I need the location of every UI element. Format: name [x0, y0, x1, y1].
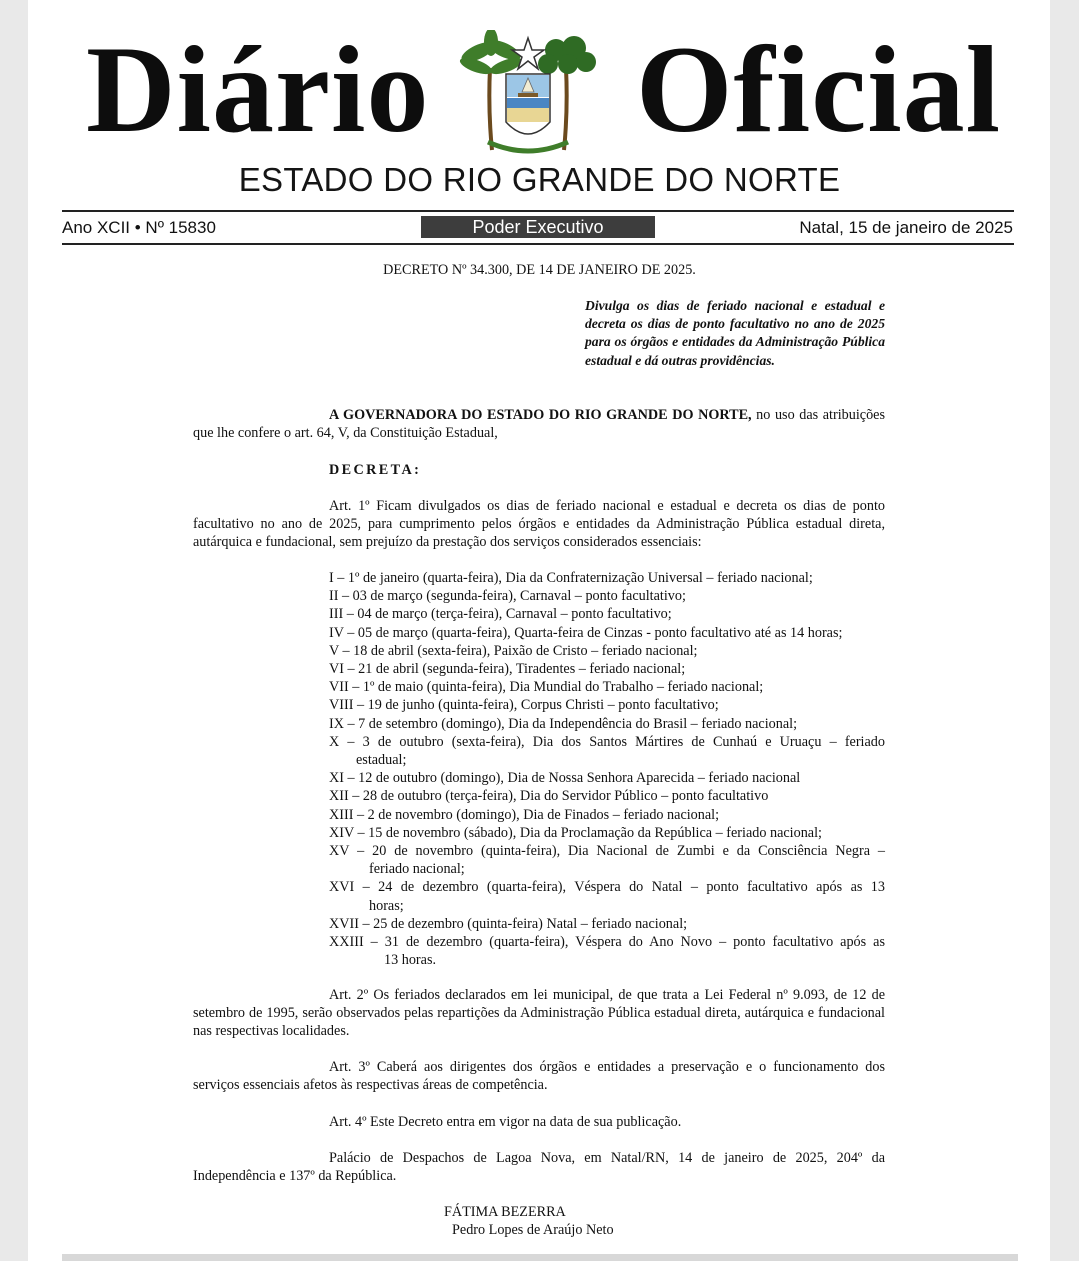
article-3: Art. 3º Caberá aos dirigentes dos órgãos e entidades a preservação e o funcionamento dos serviços essenciais afetos às respectivas áreas de competência.: [193, 1059, 885, 1094]
list-item: XIV – 15 de novembro (sábado), Dia da Proclamação da República – feriado nacional;: [329, 824, 822, 841]
list-item: VII – 1º de maio (quinta-feira), Dia Mundial do Trabalho – feriado nacional;: [329, 679, 764, 696]
holiday-list: [329, 569, 885, 969]
edition-number: Ano XCII • Nº 15830: [62, 218, 216, 237]
list-item-continuation: horas;: [369, 897, 404, 914]
list-item: I – 1º de janeiro (quarta-feira), Dia da Confraternização Universal – feriado nacional;: [329, 570, 813, 586]
article-1: Art. 1º Ficam divulgados os dias de feriado nacional e estadual e decreta os dias de ponto facultativo no ano de 2025, para cumprimento pelos órgãos e entidades da Administração Pública estadual direta, autárquica e fundacional, sem prejuízo da prestação dos serviços considerados essenciais:: [193, 498, 885, 551]
page-bottom-edge: [62, 1254, 1018, 1261]
article-4: Art. 4º Este Decreto entra em vigor na data de sua publicação.: [329, 1114, 682, 1130]
preamble-authority: A GOVERNADORA DO ESTADO DO RIO GRANDE DO NORTE,: [329, 407, 752, 423]
governor-signature: FÁTIMA BEZERRA: [444, 1204, 566, 1220]
list-item-continuation: feriado nacional;: [369, 861, 465, 878]
list-item-continuation: 13 horas.: [384, 952, 437, 969]
list-item: V – 18 de abril (sexta-feira), Paixão de Cristo – feriado nacional;: [329, 642, 698, 659]
list-item: X – 3 de outubro (sexta-feira), Dia dos Santos Mártires de Cunhaú e Uruaçu – feriado: [329, 733, 885, 750]
state-name: ESTADO DO RIO GRANDE DO NORTE: [238, 161, 841, 198]
list-item: XV – 20 de novembro (quinta-feira), Dia Nacional de Zumbi e da Consciência Negra –: [329, 843, 885, 860]
list-item: II – 03 de março (segunda-feira), Carnaval – ponto facultativo;: [329, 588, 686, 605]
publication-date: Natal, 15 de janeiro de 2025: [799, 218, 1013, 237]
preamble: [193, 406, 885, 442]
secretary-signature: Pedro Lopes de Araújo Neto: [452, 1222, 614, 1238]
decree-summary: Divulga os dias de feriado nacional e estadual e decreta os dias de ponto facultativo no ano de 2025 para os órgãos e entidades da Administração Pública estadual e dá outras providências.: [585, 298, 885, 368]
coat-of-arms-icon: [448, 30, 608, 160]
list-item: XIII – 2 de novembro (domingo), Dia de Finados – feriado nacional;: [329, 806, 720, 823]
preamble-text: no uso das atribuições que lhe confere o art. 64, V, da Constituição Estadual,: [193, 407, 885, 442]
decree-title: DECRETO Nº 34.300, DE 14 DE JANEIRO DE 2025.: [383, 262, 696, 278]
list-item: XVI – 24 de dezembro (quarta-feira), Véspera do Natal – ponto facultativo após as 13: [329, 879, 885, 896]
list-item: XVII – 25 de dezembro (quinta-feira) Natal – feriado nacional;: [329, 915, 688, 932]
closing-place-date: Palácio de Despachos de Lagoa Nova, em Natal/RN, 14 de janeiro de 2025, 204º da Independência e 137º da República.: [193, 1150, 885, 1185]
header-rule-bottom: [62, 243, 1014, 245]
masthead-title-right: Oficial: [636, 21, 1002, 158]
list-item: IV – 05 de março (quarta-feira), Quarta-feira de Cinzas - ponto facultativo até as 14 horas;: [329, 624, 843, 641]
list-item: IX – 7 de setembro (domingo), Dia da Independência do Brasil – feriado nacional;: [329, 715, 798, 732]
masthead-title-left: Diário: [86, 21, 430, 158]
list-item: VI – 21 de abril (segunda-feira), Tiradentes – feriado nacional;: [329, 661, 686, 678]
list-item-continuation: estadual;: [356, 752, 407, 769]
section-badge: Poder Executivo: [421, 216, 655, 238]
list-item: III – 04 de março (terça-feira), Carnaval – ponto facultativo;: [329, 606, 672, 623]
article-2: Art. 2º Os feriados declarados em lei municipal, de que trata a Lei Federal nº 9.093, de 12 de setembro de 1995, serão observados pelas repartições da Administração Pública estadual direta, autárquica e fundacional nas respectivas localidades.: [193, 987, 885, 1040]
list-item: XXIII – 31 de dezembro (quarta-feira), Véspera do Ano Novo – ponto facultativo após as: [329, 934, 885, 951]
header-rule-top: [62, 210, 1014, 212]
list-item: XI – 12 de outubro (domingo), Dia de Nossa Senhora Aparecida – feriado nacional: [329, 770, 801, 787]
list-item: VIII – 19 de junho (quinta-feira), Corpus Christi – ponto facultativo;: [329, 697, 719, 714]
decreta-heading: DECRETA:: [329, 462, 422, 478]
list-item: XII – 28 de outubro (terça-feira), Dia do Servidor Público – ponto facultativo: [329, 788, 769, 805]
